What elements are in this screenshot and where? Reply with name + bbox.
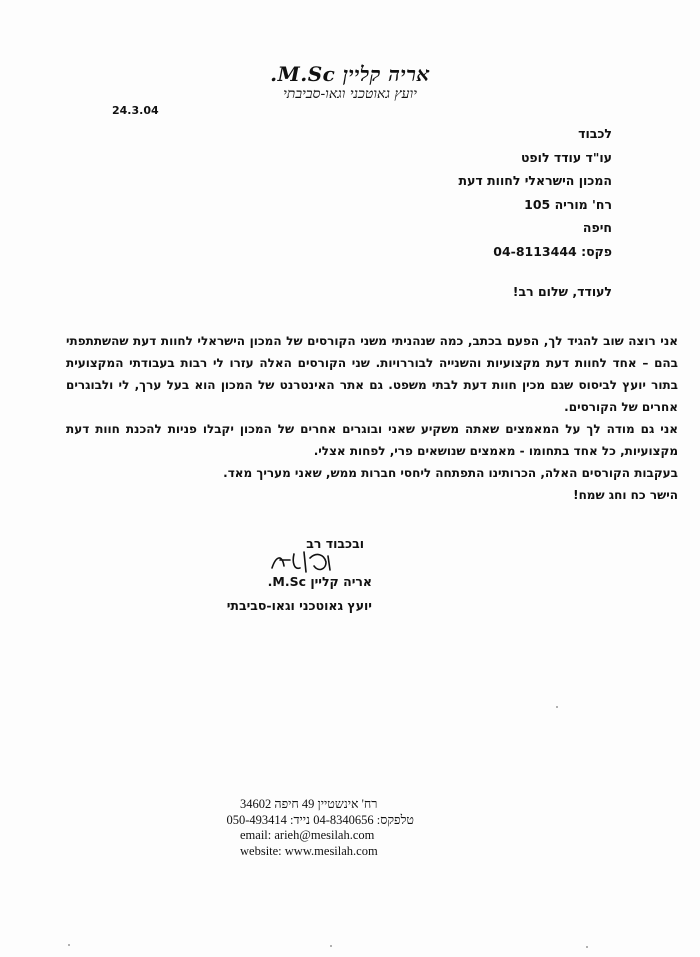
footer-contact bbox=[226, 797, 414, 859]
letterhead-name: אריה קליין M.Sc. bbox=[270, 62, 430, 86]
signature-closing: ובכבוד רב bbox=[306, 536, 364, 551]
recipient-line: רח' מוריה 105 bbox=[524, 196, 612, 212]
letter-date: 24.3.04 bbox=[112, 104, 159, 117]
signature-title: יועץ גאוטכני וגאו-סביבתי bbox=[226, 598, 372, 613]
body-paragraph: אני גם מודה לך על המאמצים שאתה משקיע שאני ובוגרים אחרים של המכון יקבלו פניות להכנת חוות דעת מקצועיות, כל אחד בתחומו - מאמצים שנושאים פרי, לפחות אצלי. bbox=[66, 422, 678, 458]
footer-address: רח' אינשטיין 49 חיפה 34602 bbox=[240, 797, 378, 811]
recipient-line: המכון הישראלי לחוות דעת bbox=[458, 173, 612, 188]
scan-speck bbox=[586, 946, 588, 948]
handwritten-signature bbox=[268, 548, 334, 576]
footer-phones: טלפקס: 04-8340656 נייד: 050-493414 bbox=[226, 812, 414, 827]
signature-name: אריה קליין M.Sc. bbox=[267, 574, 372, 589]
greeting: לעודד, שלום רב! bbox=[512, 284, 612, 299]
scan-speck bbox=[68, 944, 70, 946]
recipient-line: פקס: 04-8113444 bbox=[493, 243, 612, 259]
recipient-line: חיפה bbox=[582, 220, 612, 235]
scan-speck bbox=[330, 945, 332, 947]
recipient-block bbox=[212, 122, 612, 263]
body-paragraph: אני רוצה שוב להגיד לך, הפעם בכתב, כמה שנהניתי משני הקורסים של המכון הישראלי לחוות דעת שהשתתפתי בהם – אחד לחוות דעת מקצועיות והשנייה לבוררויות. שני הקורסים האלה עזרו לי רבות בעבודתי המקצועית בתור יועץ לביסוס שגם מכין חוות דעת לבתי משפט. גם אתר האינטרנט של המכון הוא בעל ערך, לי ולבוגרים אחרים של הקורסים. bbox=[66, 334, 678, 414]
recipient-line: עו"ד עודד לופט bbox=[520, 149, 612, 165]
letter-body bbox=[66, 330, 678, 506]
body-paragraph: הישר כח וחג שמח! bbox=[573, 488, 678, 502]
footer-website: website: www.mesilah.com bbox=[240, 843, 378, 858]
recipient-line: לכבוד bbox=[578, 126, 612, 141]
letterhead-subtitle: יועץ גאוטכני וגאו-סביבתי bbox=[283, 86, 417, 102]
footer-email: email: arieh@mesilah.com bbox=[240, 828, 375, 842]
body-paragraph: בעקבות הקורסים האלה, הכרותינו התפתחה ליחסי חברות ממש, שאני מעריך מאד. bbox=[223, 466, 678, 480]
scan-speck bbox=[556, 706, 558, 708]
